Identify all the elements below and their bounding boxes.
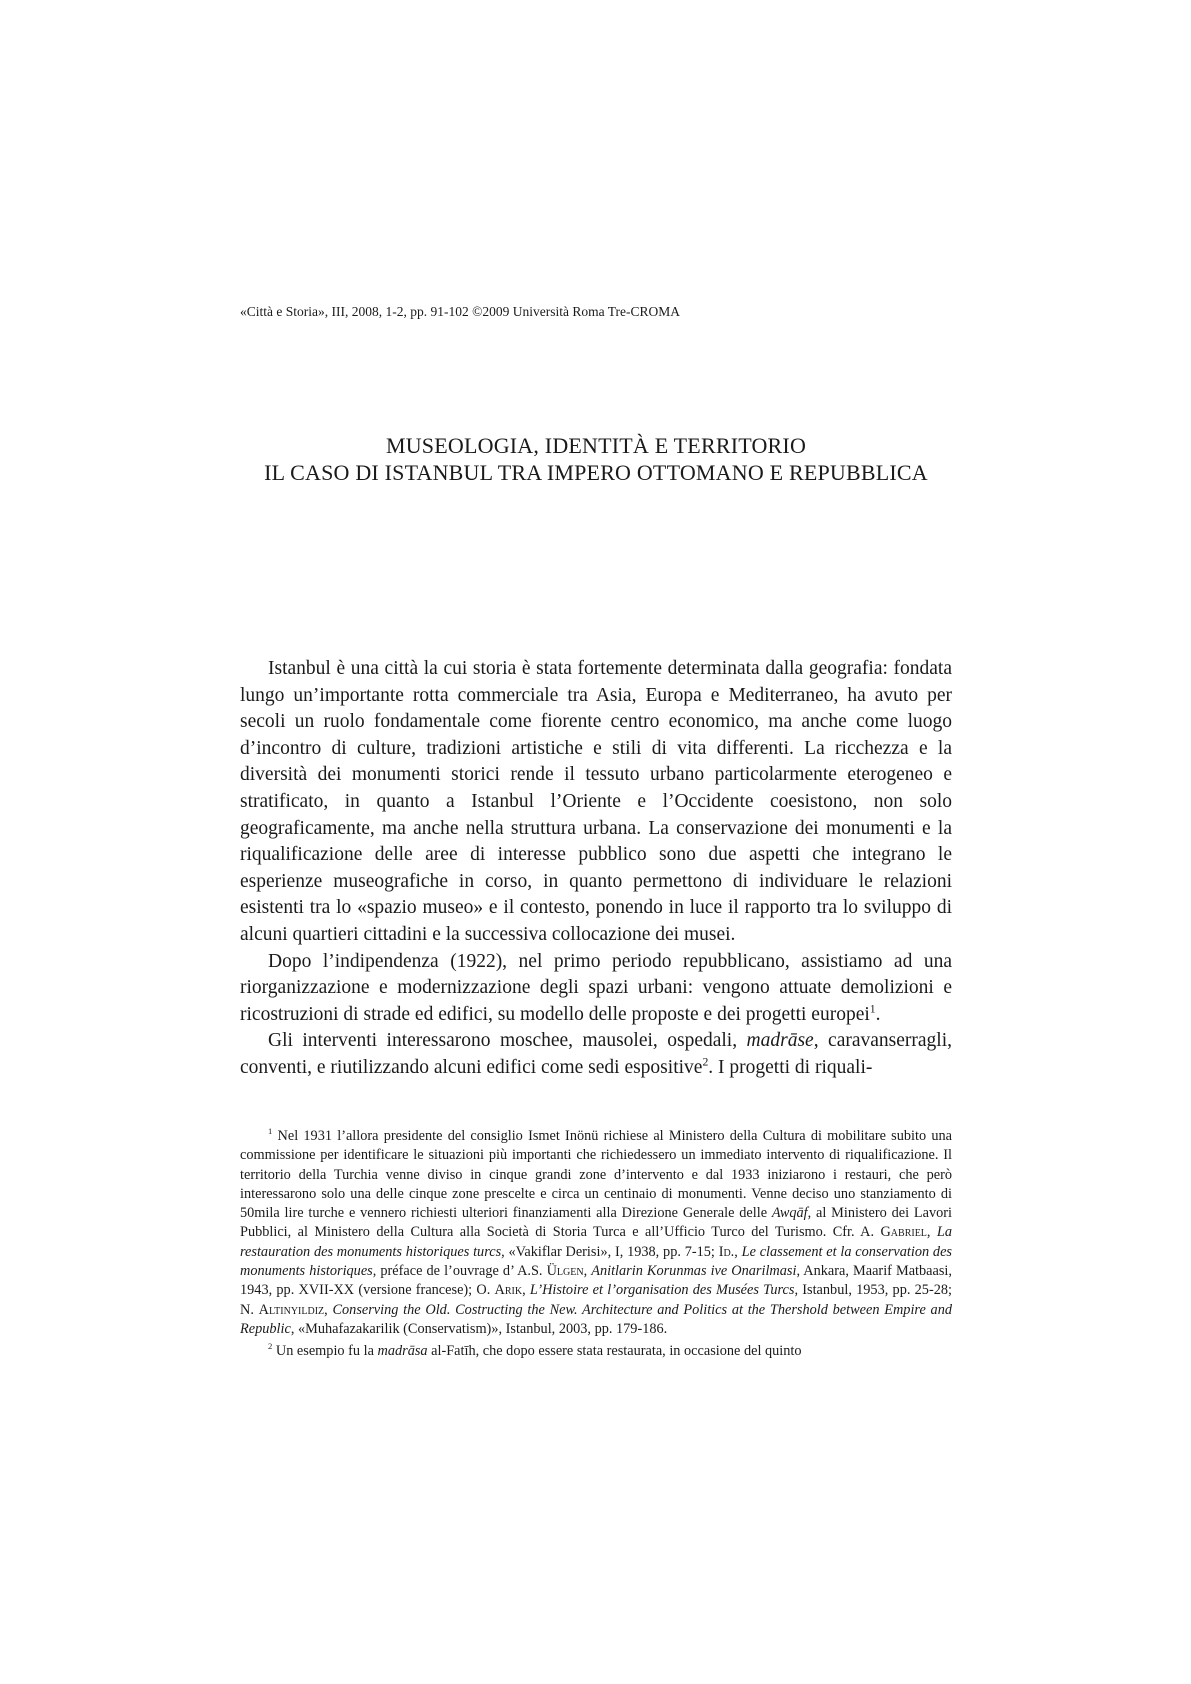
journal-citation: «Città e Storia», III, 2008, 1-2, pp. 91-102 ©2009 Università Roma Tre-CROMA [240, 304, 680, 319]
work-title: La restauration des monuments historiques turcs [240, 1224, 952, 1260]
footnote-text: , [583, 1263, 592, 1280]
author-name: Arik [494, 1282, 523, 1299]
author-name: Gabriel [880, 1224, 927, 1241]
body-paragraph-1: Istanbul è una città la cui storia è stata fortemente determinata dalla geografia: fondata lungo un’importante rotta commerciale tra Asia, Europa e Mediterraneo, ha avuto per secoli un ruolo fondamentale come fiorente centro economico, ma anche come luogo d’incontro di culture, tradizioni artistiche e stili di vita differenti. La ricchezza e la diversità dei monumenti storici rende il tessuto urbano particolarmente eterogeneo e stratificato, in quanto a Istanbul l’Oriente e l’Occidente coesistono, non solo geograficamente, ma anche nella struttura urbana. La conservazione dei monumenti e la riqualificazione delle aree di interesse pubblico sono due aspetti che integrano le esperienze museografiche in corso, in quanto permettono di individuare le relazioni esistenti tra lo «spazio museo» e il contesto, ponendo in luce il rapporto tra lo sviluppo di alcuni quartieri cittadini e la successiva collocazione dei musei. [240, 658, 952, 945]
footnote-text: , [522, 1282, 530, 1299]
article-body [240, 656, 952, 1082]
italic-term: madrāse [746, 1030, 814, 1052]
footnote-text: , [926, 1224, 937, 1241]
footnote-text: , «Vakiflar Derisi», I, 1938, pp. 7-15; [501, 1243, 719, 1260]
footnote-text: , al Ministero dei Lavori Pubblici, al Ministero della Cultura alla Società di Storia Turca e all’Ufficio Turco del Turismo. Cfr. A. [240, 1205, 952, 1241]
title-line-1: MUSEOLOGIA, IDENTITÀ E TERRITORIO [385, 433, 807, 458]
article-title [200, 432, 992, 486]
work-title: Anitlarin Korunmas ive Onarilmasi [591, 1263, 797, 1280]
footnote-text: al-Fatīh, che dopo essere stata restaurata, in occasione del quinto [427, 1343, 802, 1360]
footnote-ref-1[interactable]: 1 [869, 1002, 876, 1016]
italic-term: madrāsa [377, 1343, 428, 1360]
work-title: Le classement et la conservation des monuments historiques [240, 1243, 952, 1280]
paragraph-text: Gli interventi interessarono moschee, mausolei, ospedali, [268, 1030, 747, 1052]
footnote-2 [240, 1342, 952, 1361]
paragraph-text: . [875, 1003, 881, 1025]
footnote-text: Un esempio fu la [275, 1343, 378, 1360]
paragraph-text: Dopo l’indipendenza (1922), nel primo periodo repubblicano, assistiamo ad una riorganizzazione e modernizzazione degli spazi urbani: vengono attuate demolizioni e ricostruzioni di strade ed edifici, su modello delle proposte e dei progetti europei [240, 950, 952, 1025]
body-paragraph-3 [240, 1028, 952, 1081]
footnote-1 [240, 1127, 952, 1339]
footnote-text: , [324, 1301, 333, 1318]
body-paragraph-2 [240, 949, 952, 1029]
work-title: L’Histoire et l’organisation des Musées Turcs [529, 1282, 795, 1299]
footnote-text: Nel 1931 l’allora presidente del consiglio Ismet Inönü richiese al Ministero della Cultura di mobilitare subito una commissione per identificare le situazioni più importanti che richiedessero un immediato intervento di riqualificazione. Il territorio della Turchia venne diviso in cinque grandi zone d’intervento e dal 1933 iniziarono i restauri, che però interessarono solo una delle cinque zone prescelte e circa un centinaio di monumenti. Venne deciso uno stanziamento di 50mila lire turche e vennero richiesti ulteriori finanziamenti alla Direzione Generale delle [240, 1128, 952, 1222]
author-name: Altinyildiz [258, 1301, 325, 1318]
author-name: Ülgen [546, 1263, 584, 1280]
footnote-ref-2[interactable]: 2 [702, 1055, 709, 1069]
work-title: Conserving the Old. Costructing the New. Architecture and Politics at the Thershold between Empire and Republic [240, 1301, 952, 1337]
paragraph-text: . I progetti di riquali- [708, 1056, 873, 1078]
footnote-text: , «Muhafazakarilik (Conservatism)», Istanbul, 2003, pp. 179-186. [290, 1320, 668, 1337]
footnote-text: , Ankara, Maarif Matbaasi, 1943, pp. XVII-XX (versione francese); O. [240, 1263, 952, 1299]
footnote-text: , [734, 1243, 742, 1260]
footnote-text: , préface de l’ouvrage d’ A.S. [372, 1263, 547, 1280]
paragraph-text: , caravanserragli, conventi, e riutilizzando alcuni edifici come sedi espositive [240, 1030, 953, 1078]
title-line-2: IL CASO DI ISTANBUL TRA IMPERO OTTOMANO E REPUBBLICA [264, 460, 928, 485]
author-name: Id. [718, 1243, 735, 1260]
footnotes [240, 1127, 952, 1365]
italic-term: Awqāf [771, 1205, 808, 1222]
footnote-text: , Istanbul, 1953, pp. 25-28; N. [240, 1282, 952, 1318]
footnote-number: 1 [268, 1126, 273, 1137]
footnote-number: 2 [268, 1341, 273, 1352]
